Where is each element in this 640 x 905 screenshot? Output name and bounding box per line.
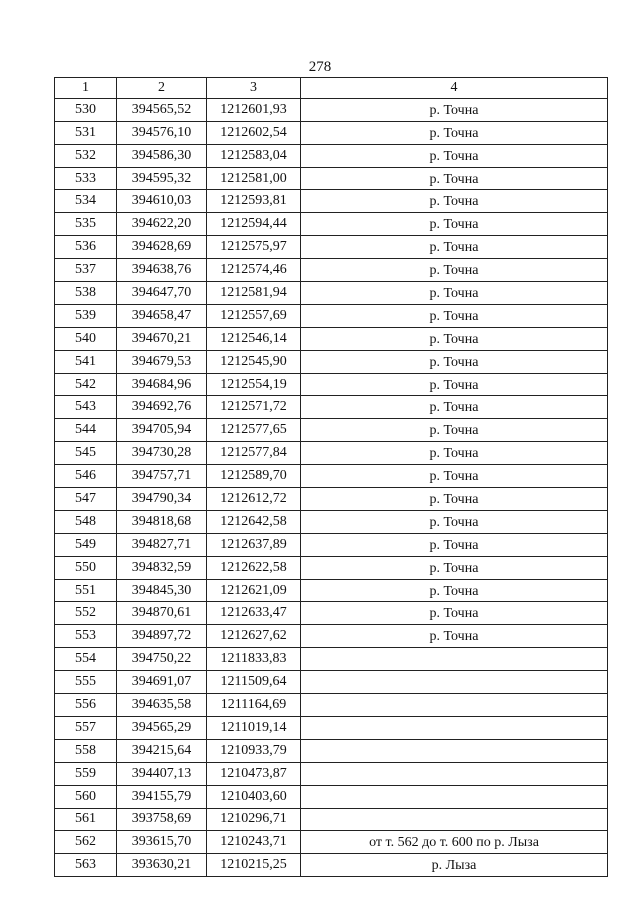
point-number-cell: 532 — [55, 144, 117, 167]
description-cell: р. Точна — [301, 602, 608, 625]
description-cell: р. Точна — [301, 396, 608, 419]
y-coordinate-cell: 1210215,25 — [207, 854, 301, 877]
y-coordinate-cell: 1212589,70 — [207, 465, 301, 488]
point-number-cell: 544 — [55, 419, 117, 442]
table-row — [55, 465, 608, 488]
description-cell — [301, 808, 608, 831]
point-number-cell: 539 — [55, 304, 117, 327]
table-row — [55, 373, 608, 396]
description-cell: р. Точна — [301, 373, 608, 396]
table-row — [55, 98, 608, 121]
y-coordinate-cell: 1212581,94 — [207, 282, 301, 305]
x-coordinate-cell: 394565,52 — [117, 98, 207, 121]
description-cell: р. Точна — [301, 167, 608, 190]
y-coordinate-cell: 1212621,09 — [207, 579, 301, 602]
x-coordinate-cell: 394670,21 — [117, 327, 207, 350]
table-row — [55, 259, 608, 282]
y-coordinate-cell: 1212577,84 — [207, 442, 301, 465]
x-coordinate-cell: 394827,71 — [117, 533, 207, 556]
table-row — [55, 533, 608, 556]
description-cell: р. Точна — [301, 350, 608, 373]
x-coordinate-cell: 394628,69 — [117, 236, 207, 259]
table-row — [55, 190, 608, 213]
x-coordinate-cell: 394692,76 — [117, 396, 207, 419]
description-cell: р. Точна — [301, 488, 608, 511]
table-row — [55, 785, 608, 808]
y-coordinate-cell: 1210473,87 — [207, 762, 301, 785]
table-row — [55, 716, 608, 739]
table-row — [55, 510, 608, 533]
y-coordinate-cell: 1212581,00 — [207, 167, 301, 190]
x-coordinate-cell: 394215,64 — [117, 739, 207, 762]
table-row — [55, 648, 608, 671]
description-cell: р. Точна — [301, 442, 608, 465]
header-col-1: 1 — [55, 78, 117, 99]
description-cell: р. Точна — [301, 98, 608, 121]
x-coordinate-cell: 394832,59 — [117, 556, 207, 579]
description-cell: р. Точна — [301, 190, 608, 213]
x-coordinate-cell: 393630,21 — [117, 854, 207, 877]
point-number-cell: 537 — [55, 259, 117, 282]
point-number-cell: 550 — [55, 556, 117, 579]
y-coordinate-cell: 1212577,65 — [207, 419, 301, 442]
table-row — [55, 602, 608, 625]
point-number-cell: 557 — [55, 716, 117, 739]
x-coordinate-cell: 394684,96 — [117, 373, 207, 396]
description-cell: р. Точна — [301, 579, 608, 602]
point-number-cell: 549 — [55, 533, 117, 556]
y-coordinate-cell: 1212601,93 — [207, 98, 301, 121]
y-coordinate-cell: 1212594,44 — [207, 213, 301, 236]
description-cell — [301, 648, 608, 671]
y-coordinate-cell: 1212612,72 — [207, 488, 301, 511]
header-col-3: 3 — [207, 78, 301, 99]
point-number-cell: 543 — [55, 396, 117, 419]
point-number-cell: 553 — [55, 625, 117, 648]
y-coordinate-cell: 1212583,04 — [207, 144, 301, 167]
y-coordinate-cell: 1210296,71 — [207, 808, 301, 831]
x-coordinate-cell: 394595,32 — [117, 167, 207, 190]
y-coordinate-cell: 1212557,69 — [207, 304, 301, 327]
y-coordinate-cell: 1212593,81 — [207, 190, 301, 213]
table-row — [55, 327, 608, 350]
y-coordinate-cell: 1212574,46 — [207, 259, 301, 282]
x-coordinate-cell: 394705,94 — [117, 419, 207, 442]
x-coordinate-cell: 394818,68 — [117, 510, 207, 533]
table-row — [55, 694, 608, 717]
point-number-cell: 533 — [55, 167, 117, 190]
description-cell: р. Точна — [301, 144, 608, 167]
description-cell: р. Точна — [301, 533, 608, 556]
point-number-cell: 530 — [55, 98, 117, 121]
table-row — [55, 396, 608, 419]
description-cell: р. Точна — [301, 304, 608, 327]
table-row — [55, 144, 608, 167]
description-cell: р. Точна — [301, 259, 608, 282]
description-cell: р. Точна — [301, 465, 608, 488]
x-coordinate-cell: 394730,28 — [117, 442, 207, 465]
description-cell: от т. 562 до т. 600 по р. Лыза — [301, 831, 608, 854]
table-row — [55, 625, 608, 648]
x-coordinate-cell: 394679,53 — [117, 350, 207, 373]
table-row — [55, 556, 608, 579]
x-coordinate-cell: 394576,10 — [117, 121, 207, 144]
x-coordinate-cell: 393615,70 — [117, 831, 207, 854]
table-row — [55, 762, 608, 785]
table-row — [55, 282, 608, 305]
y-coordinate-cell: 1212637,89 — [207, 533, 301, 556]
point-number-cell: 536 — [55, 236, 117, 259]
x-coordinate-cell: 394635,58 — [117, 694, 207, 717]
description-cell: р. Точна — [301, 556, 608, 579]
x-coordinate-cell: 394155,79 — [117, 785, 207, 808]
y-coordinate-cell: 1212602,54 — [207, 121, 301, 144]
description-cell: р. Лыза — [301, 854, 608, 877]
x-coordinate-cell: 394610,03 — [117, 190, 207, 213]
point-number-cell: 560 — [55, 785, 117, 808]
table-row — [55, 442, 608, 465]
table-row — [55, 831, 608, 854]
x-coordinate-cell: 394565,29 — [117, 716, 207, 739]
point-number-cell: 563 — [55, 854, 117, 877]
x-coordinate-cell: 394691,07 — [117, 671, 207, 694]
description-cell: р. Точна — [301, 510, 608, 533]
table-row — [55, 213, 608, 236]
description-cell: р. Точна — [301, 419, 608, 442]
y-coordinate-cell: 1212633,47 — [207, 602, 301, 625]
point-number-cell: 559 — [55, 762, 117, 785]
table-row — [55, 739, 608, 762]
x-coordinate-cell: 394658,47 — [117, 304, 207, 327]
point-number-cell: 552 — [55, 602, 117, 625]
point-number-cell: 542 — [55, 373, 117, 396]
y-coordinate-cell: 1212545,90 — [207, 350, 301, 373]
y-coordinate-cell: 1211833,83 — [207, 648, 301, 671]
y-coordinate-cell: 1212642,58 — [207, 510, 301, 533]
description-cell — [301, 785, 608, 808]
table-row — [55, 121, 608, 144]
description-cell — [301, 694, 608, 717]
description-cell: р. Точна — [301, 327, 608, 350]
point-number-cell: 547 — [55, 488, 117, 511]
point-number-cell: 556 — [55, 694, 117, 717]
x-coordinate-cell: 394622,20 — [117, 213, 207, 236]
header-col-2: 2 — [117, 78, 207, 99]
point-number-cell: 558 — [55, 739, 117, 762]
point-number-cell: 554 — [55, 648, 117, 671]
description-cell: р. Точна — [301, 282, 608, 305]
point-number-cell: 551 — [55, 579, 117, 602]
y-coordinate-cell: 1212571,72 — [207, 396, 301, 419]
point-number-cell: 535 — [55, 213, 117, 236]
point-number-cell: 531 — [55, 121, 117, 144]
y-coordinate-cell: 1212627,62 — [207, 625, 301, 648]
x-coordinate-cell: 394757,71 — [117, 465, 207, 488]
point-number-cell: 538 — [55, 282, 117, 305]
table-row — [55, 350, 608, 373]
x-coordinate-cell: 394638,76 — [117, 259, 207, 282]
y-coordinate-cell: 1210243,71 — [207, 831, 301, 854]
y-coordinate-cell: 1212546,14 — [207, 327, 301, 350]
header-col-4: 4 — [301, 78, 608, 99]
table-body — [55, 98, 608, 876]
table-row — [55, 854, 608, 877]
y-coordinate-cell: 1212622,58 — [207, 556, 301, 579]
x-coordinate-cell: 394870,61 — [117, 602, 207, 625]
point-number-cell: 546 — [55, 465, 117, 488]
page-number: 278 — [308, 59, 332, 75]
description-cell — [301, 671, 608, 694]
table-row — [55, 488, 608, 511]
table-row — [55, 808, 608, 831]
y-coordinate-cell: 1211164,69 — [207, 694, 301, 717]
y-coordinate-cell: 1212575,97 — [207, 236, 301, 259]
table-row — [55, 671, 608, 694]
x-coordinate-cell: 394845,30 — [117, 579, 207, 602]
table-row — [55, 579, 608, 602]
description-cell — [301, 716, 608, 739]
point-number-cell: 540 — [55, 327, 117, 350]
x-coordinate-cell: 394897,72 — [117, 625, 207, 648]
header-row — [55, 78, 608, 99]
table-row — [55, 167, 608, 190]
x-coordinate-cell: 394407,13 — [117, 762, 207, 785]
description-cell: р. Точна — [301, 625, 608, 648]
y-coordinate-cell: 1211019,14 — [207, 716, 301, 739]
point-number-cell: 562 — [55, 831, 117, 854]
point-number-cell: 561 — [55, 808, 117, 831]
table-row — [55, 419, 608, 442]
y-coordinate-cell: 1210403,60 — [207, 785, 301, 808]
point-number-cell: 541 — [55, 350, 117, 373]
coordinates-table — [54, 77, 608, 877]
description-cell — [301, 762, 608, 785]
x-coordinate-cell: 394750,22 — [117, 648, 207, 671]
x-coordinate-cell: 394586,30 — [117, 144, 207, 167]
point-number-cell: 555 — [55, 671, 117, 694]
table-header — [55, 78, 608, 99]
x-coordinate-cell: 394790,34 — [117, 488, 207, 511]
point-number-cell: 545 — [55, 442, 117, 465]
y-coordinate-cell: 1211509,64 — [207, 671, 301, 694]
x-coordinate-cell: 393758,69 — [117, 808, 207, 831]
description-cell — [301, 739, 608, 762]
description-cell: р. Точна — [301, 236, 608, 259]
point-number-cell: 534 — [55, 190, 117, 213]
y-coordinate-cell: 1210933,79 — [207, 739, 301, 762]
point-number-cell: 548 — [55, 510, 117, 533]
x-coordinate-cell: 394647,70 — [117, 282, 207, 305]
table-row — [55, 304, 608, 327]
table-row — [55, 236, 608, 259]
y-coordinate-cell: 1212554,19 — [207, 373, 301, 396]
description-cell: р. Точна — [301, 213, 608, 236]
description-cell: р. Точна — [301, 121, 608, 144]
